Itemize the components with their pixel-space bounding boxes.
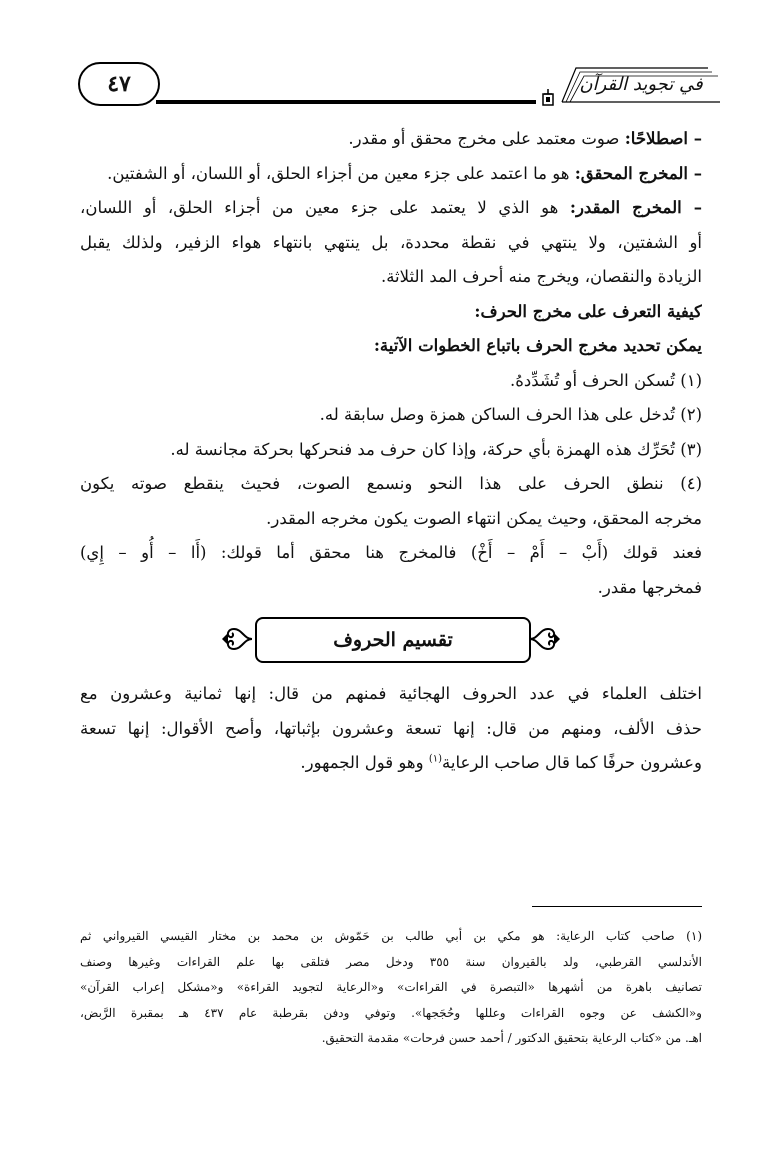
text-line: أو الشفتين، ولا ينتهي في نقطة محددة، بل ينتهي بانتهاء هواء الزفير، ولذلك يقبل xyxy=(80,232,702,252)
section-heading-box xyxy=(80,611,702,669)
paragraph-line: وعشرون حرفًا كما قال صاحب الرعاية$^{(١)}$ وهو قول الجمهور. xyxy=(300,753,702,772)
step-item: (١) تُسكن الحرف أو تُشَدِّدهُ. xyxy=(510,370,702,390)
book-title xyxy=(558,62,724,106)
subheading: يمكن تحديد مخرج الحرف باتباع الخطوات الآتية: xyxy=(373,336,702,355)
step-item: (٤) ننطق الحرف على هذا النحو ونسمع الصوت، فحيث ينقطع صوته يكون xyxy=(80,474,702,493)
footnote-line: تصانيف باهرة من أشهرها «التبصرة في القراءات» و«الرعاية لتجويد القراءة» و«مشكل إعراب القرآن» xyxy=(80,980,702,994)
section-title: تقسيم الحروف xyxy=(255,617,531,663)
text-line: فمخرجها مقدر. xyxy=(597,577,702,597)
header-rule xyxy=(156,100,536,104)
text-line: – المخرج المقدر: هو الذي لا يعتمد على جزء معين من أجزاء الحلق، أو اللسان، xyxy=(80,198,702,217)
text-line: الزيادة والنقصان، ويخرج منه أحرف المد الثلاثة. xyxy=(380,267,702,286)
footnote-divider xyxy=(532,906,702,907)
text-line: مخرجه المحقق، وحيث يمكن انتهاء الصوت يكون مخرجه المقدر. xyxy=(266,508,702,528)
ornament-icon xyxy=(528,619,562,659)
paragraph-line: اختلف العلماء في عدد الحروف الهجائية فمنهم من قال: إنها ثمانية وعشرون مع xyxy=(80,684,702,703)
footnotes xyxy=(80,924,702,1052)
lamp-icon xyxy=(540,88,556,106)
footnote-line: الأندلسي القرطبي، ولد بالقيروان سنة ٣٥٥ ودخل مصر فتلقى بها علم القراءات وغيرها وصنف xyxy=(80,954,702,969)
step-item: (٢) تُدخل على هذا الحرف الساكن همزة وصل سابقة له. xyxy=(319,405,702,424)
text-line: فعند قولك (أَبْ – أَمْ – أَخْ) فالمخرج هنا محقق أما قولك: (أَا – أُو – إِي) xyxy=(80,543,702,562)
paragraph-line: حذف الألف، ومنهم من قال: إنها تسعة وعشرون بإثباتها، وأصح الأقوال: إنها تسعة xyxy=(80,718,702,738)
footnote-line: اهـ. من «كتاب الرعاية بتحقيق الدكتور / أحمد حسن فرحات» مقدمة التحقيق. xyxy=(321,1031,702,1045)
text-line: – اصطلاحًا: صوت معتمد على مخرج محقق أو مقدر. xyxy=(348,129,702,148)
page-header xyxy=(78,62,724,110)
book-title-text: في تجويد القرآن xyxy=(579,73,703,95)
step-item: (٣) تُحَرِّك هذه الهمزة بأي حركة، وإذا كان حرف مد فنحركها بحركة مجانسة له. xyxy=(170,439,702,459)
page-number: ٤٧ xyxy=(78,62,160,106)
main-content xyxy=(80,122,702,781)
footnote-line: (١) صاحب كتاب الرعاية: هو مكي بن أبي طالب بن حَمّوش بن محمد بن مختار القيسي القيرواني ثم xyxy=(80,929,702,943)
footnote-line: و«الكشف عن وجوه القراءات وعللها وحُجَجها». وتوفي ودفن بقرطبة عام ٤٣٧ هـ بمقبرة الرَّبض، xyxy=(80,1005,702,1020)
text-line: – المخرج المحقق: هو ما اعتمد على جزء معين من أجزاء الحلق، أو اللسان، أو الشفتين. xyxy=(107,163,702,183)
subheading: كيفية التعرف على مخرج الحرف: xyxy=(474,301,702,321)
ornament-icon xyxy=(220,619,254,659)
footnote-ref: (١) xyxy=(428,753,443,765)
